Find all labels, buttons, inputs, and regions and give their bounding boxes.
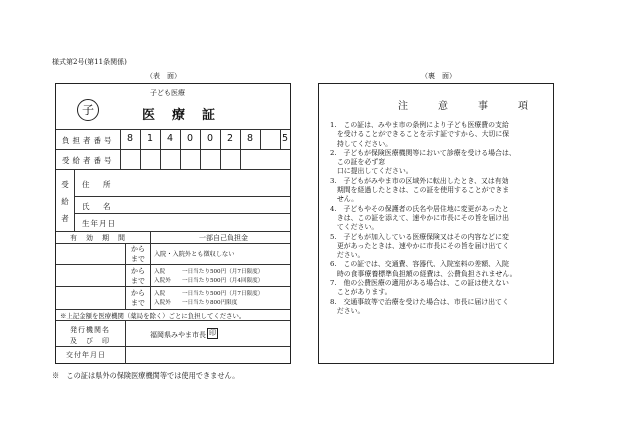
note-line: 口に提出してください。 <box>330 167 413 176</box>
note-line: 4. 子どもやその保護者の氏名や居住地に変更があったと <box>330 204 509 213</box>
copay-line: 入院 一日当たり500円（月7日限度） <box>154 291 264 297</box>
futan-digit: 5 <box>281 133 289 144</box>
issue-date-label: 交付年月日 <box>66 351 106 359</box>
period-to: まで <box>131 299 145 307</box>
note-line: せん。 <box>330 195 358 204</box>
note-line: 時の食事療養標準負担額の経費は、公費負担されません。 <box>330 269 517 278</box>
futan-digit: 8 <box>126 133 134 144</box>
jukyusha-label: 受給者 <box>61 180 69 223</box>
copay-label: 一部自己負担金 <box>199 234 248 242</box>
period-from: から <box>131 245 145 253</box>
footnote: ※ この証は県外の保険医療機関等では使用できません。 <box>52 371 240 380</box>
copay-notice-line: ※上記金額を医療機関（薬局を除く）ごとに負担してください。 <box>60 312 246 320</box>
note-line: を受けることができることを示す証ですから、大切に保 <box>330 130 510 139</box>
futan-digit: 8 <box>246 133 254 144</box>
card-title: 医 療 証 <box>142 108 218 123</box>
validity-label: 有 効 期 間 <box>70 234 126 242</box>
period-to: まで <box>131 277 145 285</box>
note-line: 5. 子どもが加入している医療保険又はその内容などに変 <box>330 232 509 241</box>
futan-digit: 0 <box>206 133 214 144</box>
note-line: 2. 子どもが保険医療機関等において診療を受ける場合は、 <box>330 148 516 157</box>
futan-digit: 1 <box>146 133 154 144</box>
note-line: 更があったときは、速やかに市長にその旨を届け出てく <box>330 241 510 250</box>
note-line: 8. 交通事故等で治療を受けた場合は、市長に届け出てく <box>330 297 509 306</box>
period-from: から <box>131 267 145 275</box>
note-line: ださい。 <box>330 251 365 260</box>
note-line: ださい。 <box>330 306 365 315</box>
form-number: 様式第2号(第11条関係) <box>52 58 127 66</box>
note-line: 6. この証では、交通費、容器代、入院室料の差額、入院 <box>330 260 509 269</box>
issuer-label-1: 発行機関名 <box>70 326 110 334</box>
notes-list <box>330 121 516 316</box>
seal-mark: 印 <box>209 329 216 337</box>
note-line: この証を必ず窓 <box>330 158 386 167</box>
address-label: 住 所 <box>82 180 114 189</box>
note-line: 7. 他の公費医療の適用がある場合は、この証は使えない <box>330 279 509 288</box>
note-line: きは、この証を添えて、速やかに市長にその旨を届け出 <box>330 213 510 222</box>
back-caption: （裏 面） <box>421 72 456 80</box>
futan-label: 負担者番号 <box>62 136 115 145</box>
futan-digit: 0 <box>186 133 194 144</box>
top-label: 子ども医療 <box>150 89 185 97</box>
note-line: 持してください。 <box>330 139 393 148</box>
period-from: から <box>131 289 145 297</box>
note-line: 期間を経過したときは、この証を使用することができま <box>330 186 510 195</box>
note-line: 1. この証は、みやま市の条例により子ども医療費の支給 <box>330 121 509 129</box>
note-line: ことがあります。 <box>330 288 392 297</box>
issuer-value: 福岡県みやま市長 <box>150 331 206 339</box>
futan-digit: 2 <box>226 133 234 144</box>
ko-mark: 子 <box>77 99 99 121</box>
copay-line: 入院外 一日当たり500円（月4回限度） <box>154 278 264 284</box>
birth-label: 生年月日 <box>82 219 116 228</box>
name-label: 氏 名 <box>82 202 114 211</box>
copay-line: 入院 一日当たり500円（月7日限度） <box>154 269 264 275</box>
note-line: 3. 子どもがみやま市の区域外に転出したとき、又は有効 <box>330 176 509 185</box>
front-caption: （表 面） <box>146 72 181 80</box>
copay-line: 入院・入院外とも徴収しない <box>154 251 235 258</box>
jukyu-label: 受給者番号 <box>62 156 115 165</box>
copay-line: 入院外 一日当たり800円限度 <box>154 300 238 306</box>
issuer-label-2: 及 び 印 <box>70 337 110 345</box>
notes-title: 注 意 事 項 <box>398 101 538 112</box>
note-line: てください。 <box>330 223 379 232</box>
futan-digit: 4 <box>166 133 174 144</box>
period-to: まで <box>131 255 145 263</box>
